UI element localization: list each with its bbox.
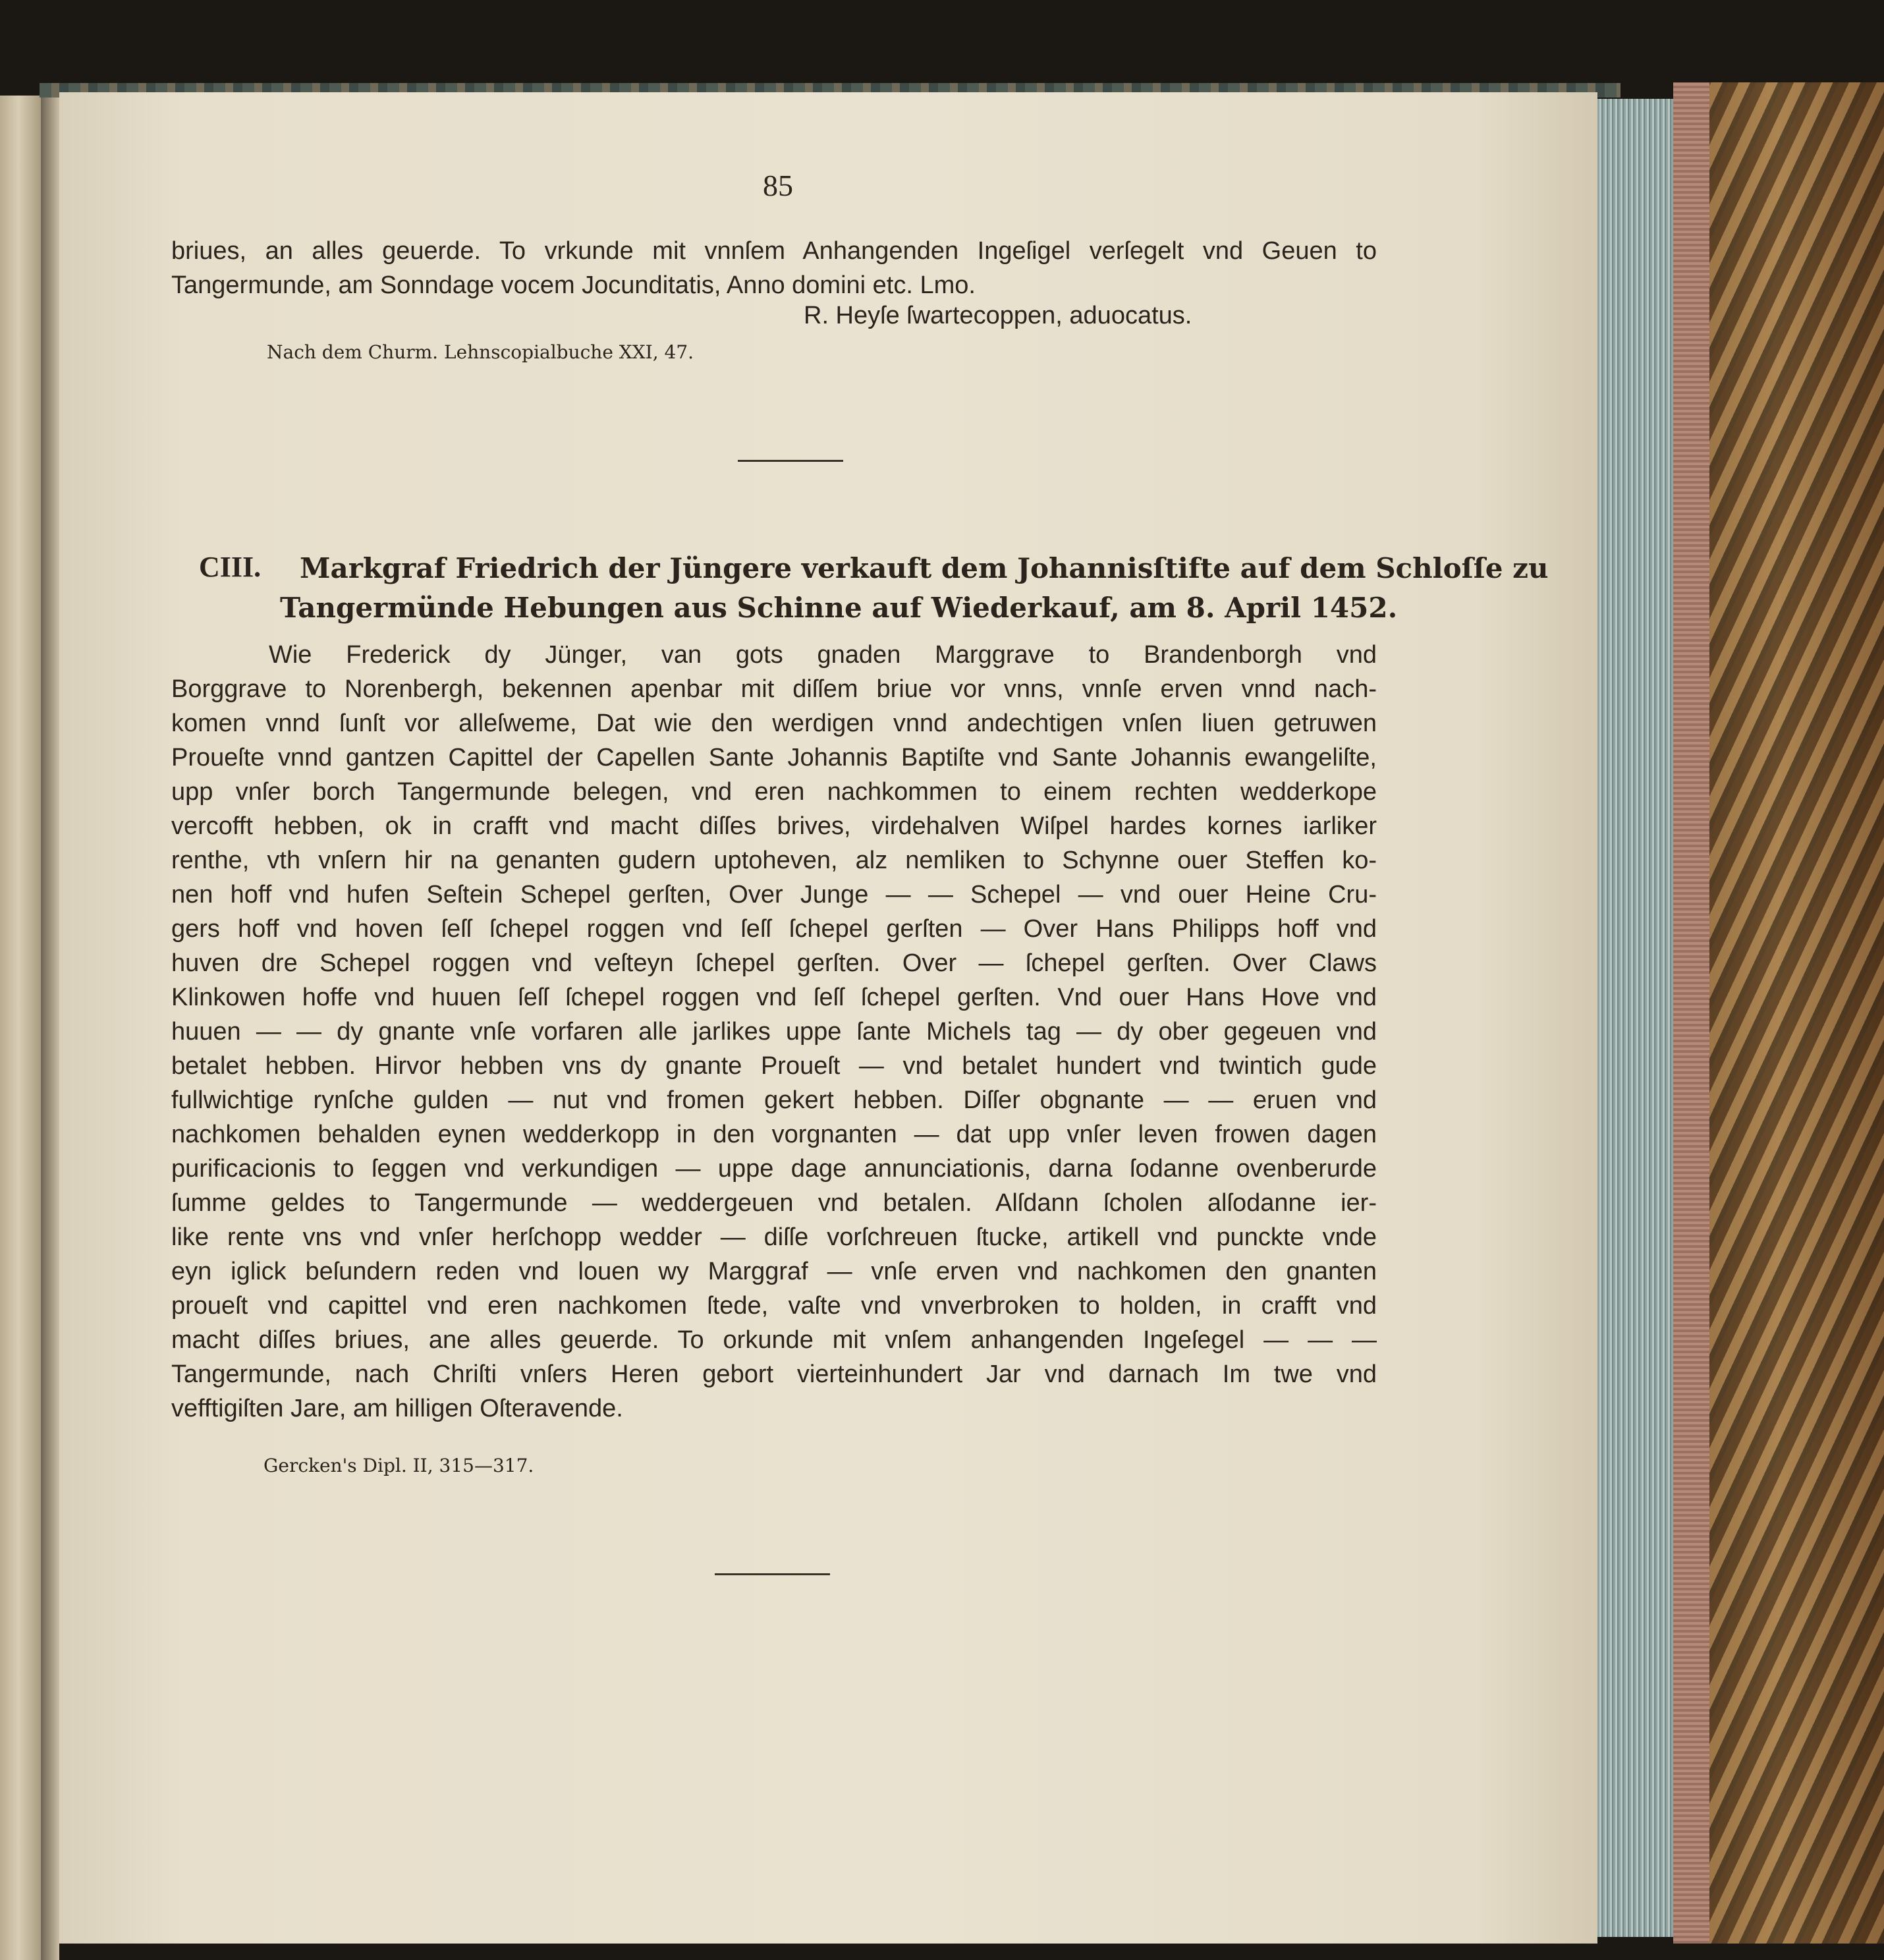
body-line: vefftigiſten Jare, am hilligen Oſteravende.	[171, 1395, 623, 1422]
left-page-edge	[0, 96, 41, 1960]
body-line: nachkomen behalden eynen wedderkopp in den vorgnanten — dat upp vnſer leven frowen dagen	[171, 1121, 1377, 1148]
book-gutter	[41, 96, 59, 1960]
body-line: huven dre Schepel roggen vnd veſteyn ſchepel gerſten. Over — ſchepel gerſten. Over Claws	[171, 949, 1377, 977]
page-block-edges	[1597, 99, 1673, 1937]
previous-document-source: Nach dem Churm. Lehnscopialbuche XXI, 47.	[267, 341, 694, 363]
document-source: Gercken's Dipl. II, 315—317.	[263, 1455, 534, 1476]
body-line: upp vnſer borch Tangermunde belegen, vnd eren nachkommen to einem rechten wedderkope	[171, 778, 1377, 806]
previous-document-line: briues, an alles geuerde. To vrkunde mit vnnſem Anhangenden Ingeſigel verſegelt vnd Geuen to	[171, 237, 1377, 265]
signature: R. Heyſe ſwartecoppen, aduocatus.	[804, 302, 1192, 329]
body-line: Borggrave to Norenbergh, bekennen apenbar mit diſſem briue vor vnns, vnnſe erven vnnd nach-	[171, 675, 1377, 703]
body-line: eyn iglick beſundern reden vnd louen wy Marggraf — vnſe erven vnd nachkomen den gnanten	[171, 1258, 1377, 1285]
body-line: gers hoff vnd hoven ſeſſ ſchepel roggen vnd ſeſſ ſchepel gerſten — Over Hans Philipps hoff vnd	[171, 915, 1377, 943]
document-heading: Markgraf Friedrich der Jüngere verkauft dem Johannisſtifte auf dem Schloſſe zu	[300, 552, 1549, 584]
document-heading: Tangermünde Hebungen aus Schinne auf Wiederkauf, am 8. April 1452.	[280, 592, 1398, 624]
body-line: komen vnnd ſunſt vor alleſweme, Dat wie den werdigen vnnd andechtigen vnſen liuen getruwen	[171, 710, 1377, 737]
body-line: macht diſſes briues, ane alles geuerde. To orkunde mit vnſem anhangenden Ingeſegel — — —	[171, 1326, 1377, 1354]
section-divider	[738, 460, 843, 462]
body-line: Tangermunde, nach Chriſti vnſers Heren gebort vierteinhundert Jar vnd darnach Im twe vnd	[171, 1360, 1377, 1388]
body-line: like rente vns vnd vnſer herſchopp wedder — diſſe vorſchreuen ſtucke, artikell vnd punckte vnde	[171, 1223, 1377, 1251]
section-divider	[715, 1573, 830, 1575]
cover-cloth-strip	[1673, 82, 1709, 1944]
document-number: CIII.	[199, 551, 262, 583]
body-line: huuen — — dy gnante vnſe vorfaren alle jarlikes uppe ſante Michels tag — dy ober gegeuen vnd	[171, 1018, 1377, 1046]
body-line: nen hoff vnd hufen Seſtein Schepel gerſten, Over Junge — — Schepel — vnd ouer Heine Cru-	[171, 881, 1377, 909]
body-line: proueſt vnd capittel vnd eren nachkomen ſtede, vaſte vnd vnverbroken to holden, in crafft vnd	[171, 1292, 1377, 1320]
previous-document-line: Tangermunde, am Sonndage vocem Jocunditatis, Anno domini etc. Lmo.	[171, 271, 976, 299]
body-line: fullwichtige rynſche gulden — nut vnd fromen gekert hebben. Diſſer obgnante — — eruen vnd	[171, 1086, 1377, 1114]
body-line: renthe, vth vnſern hir na genanten gudern uptoheven, alz nemliken to Schynne ouer Steffen ko-	[171, 847, 1377, 874]
body-line: betalet hebben. Hirvor hebben vns dy gnante Proueſt — vnd betalet hundert vnd twintich gude	[171, 1052, 1377, 1080]
body-line: Proueſte vnnd gantzen Capittel der Capellen Sante Johannis Baptiſte vnd Sante Johannis ewangeliſte,	[171, 744, 1377, 771]
document-body	[171, 638, 1377, 1426]
body-line: purificacionis to ſeggen vnd verkundigen — uppe dage annunciationis, darna ſodanne ovenberurde	[171, 1155, 1377, 1183]
page-number: 85	[763, 169, 793, 202]
body-line: Wie Frederick dy Jünger, van gots gnaden Marggrave to Brandenborgh vnd	[269, 641, 1377, 669]
previous-document-text	[171, 234, 1377, 302]
body-line: Klinkowen hoffe vnd huuen ſeſſ ſchepel roggen vnd ſeſſ ſchepel gerſten. Vnd ouer Hans Hove vnd	[171, 984, 1377, 1011]
body-line: vercofft hebben, ok in crafft vnd macht diſſes brives, virdehalven Wiſpel hardes kornes iarliker	[171, 812, 1377, 840]
body-line: ſumme geldes to Tangermunde — weddergeuen vnd betalen. Alſdann ſcholen alſodanne ier-	[171, 1189, 1377, 1217]
